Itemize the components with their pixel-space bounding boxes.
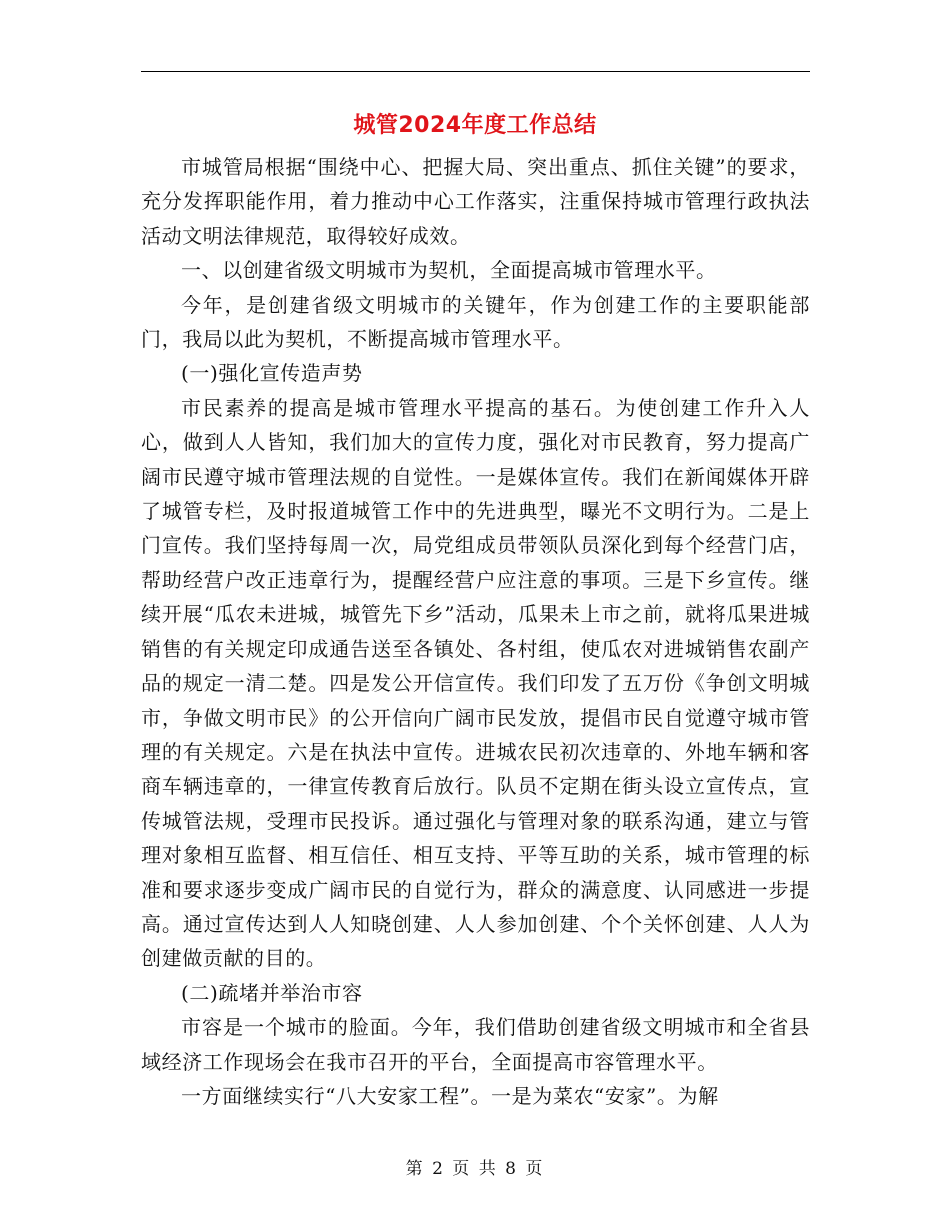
document-title: 城管2024年度工作总结 (353, 113, 597, 138)
paragraph-intro: 市城管局根据“围绕中心、把握大局、突出重点、抓住关键”的要求，充分发挥职能作用，着力推动中心工作落实，注重保持城市管理行政执法活动文明法律规范，取得较好成效。 (141, 155, 810, 248)
section-heading-1: 一、以创建省级文明城市为契机，全面提高城市管理水平。 (181, 258, 717, 283)
document-body (141, 150, 810, 1113)
paragraph: 一方面继续实行“八大安家工程”。一是为菜农“安家”。为解 (181, 1083, 719, 1108)
paragraph: 市容是一个城市的脸面。今年，我们借助创建省级文明城市和全省县域经济工作现场会在我市召开的平台，全面提高市容管理水平。 (141, 1015, 810, 1074)
subsection-heading-2: (二)疏堵并举治市容 (181, 980, 363, 1005)
paragraph: 市民素养的提高是城市管理水平提高的基石。为使创建工作升入人心，做到人人皆知，我们加大的宣传力度，强化对市民教育，努力提高广阔市民遵守城市管理法规的自觉性。一是媒体宣传。我们在新闻媒体开辟了城管专栏，及时报道城管工作中的先进典型，曝光不文明行为。二是上门宣传。我们坚持每周一次，局党组成员带领队员深化到每个经营门店，帮助经营户改正违章行为，提醒经营户应注意的事项。三是下乡宣传。继续开展“瓜农未进城，城管先下乡”活动，瓜果未上市之前，就将瓜果进城销售的有关规定印成通告送至各镇处、各村组，使瓜农对进城销售农副产品的规定一清二楚。四是发公开信宣传。我们印发了五万份《争创文明城市，争做文明市民》的公开信向广阔市民发放，提倡市民自觉遵守城市管理的有关规定。六是在执法中宣传。进城农民初次违章的、外地车辆和客商车辆违章的，一律宣传教育后放行。队员不定期在街头设立宣传点，宣传城管法规，受理市民投诉。通过强化与管理对象的联系沟通，建立与管理对象相互监督、相互信任、相互支持、平等互助的关系，城市管理的标准和要求逐步变成广阔市民的自觉行为，群众的满意度、认同感进一步提高。通过宣传达到人人知晓创建、人人参加创建、个个关怀创建、人人为创建做贡献的目的。 (141, 395, 810, 971)
subsection-heading-1: (一)强化宣传造声势 (181, 361, 363, 386)
header-rule (141, 71, 810, 72)
paragraph: 今年，是创建省级文明城市的关键年，作为创建工作的主要职能部门，我局以此为契机，不断提高城市管理水平。 (141, 292, 810, 352)
page-footer: 第 2 页 共 8 页 (405, 1159, 545, 1179)
